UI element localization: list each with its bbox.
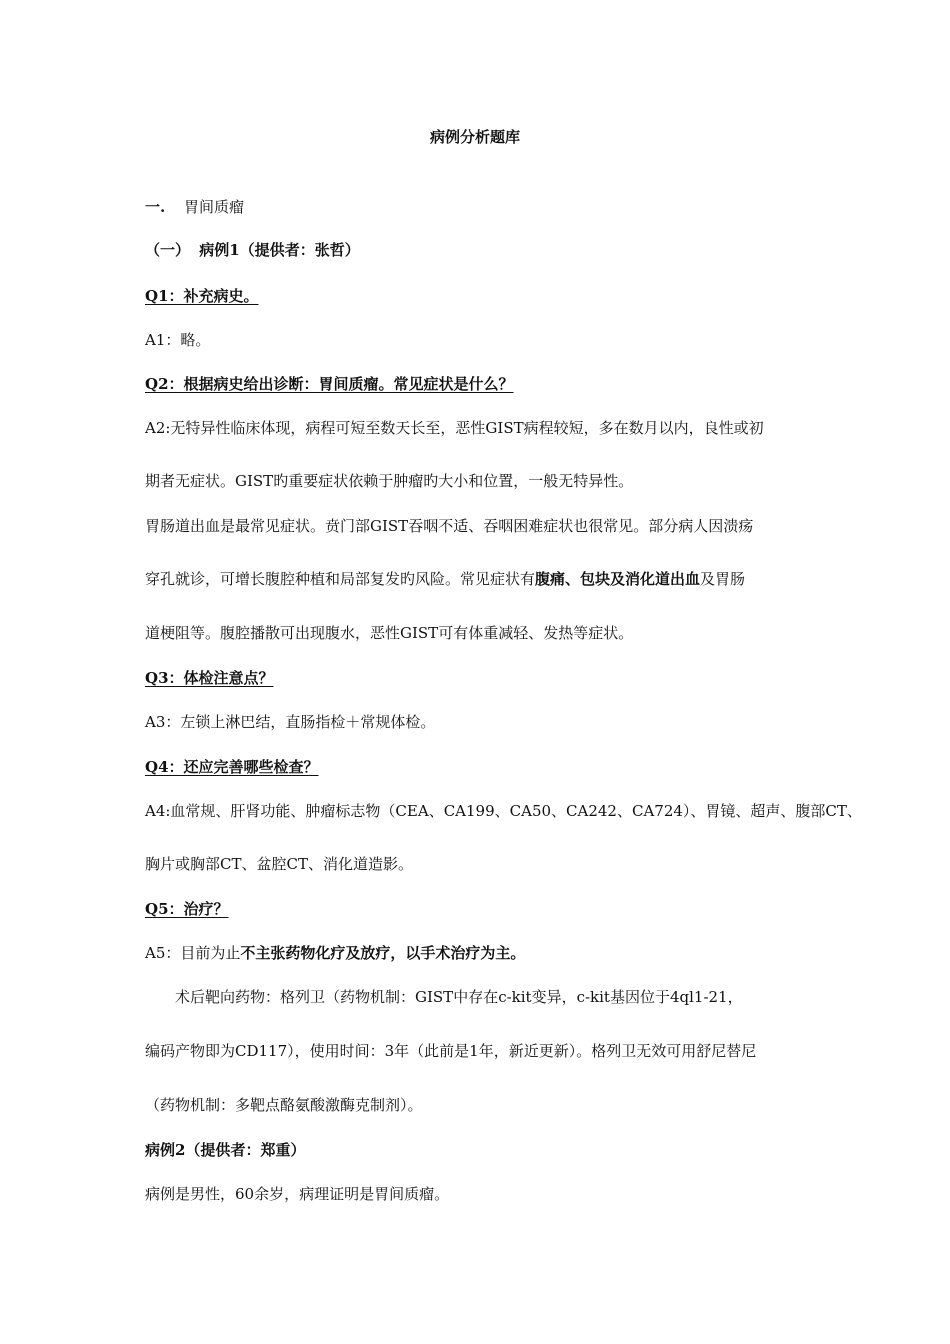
question-3: Q3：体检注意点？ xyxy=(145,669,274,687)
answer-5-text: A5：目前为止 xyxy=(145,944,241,962)
case2-heading: 病例2（提供者：郑重） xyxy=(145,1141,306,1159)
section-number: 一. xyxy=(145,198,166,216)
answer-5-line1 xyxy=(145,943,525,963)
answer-2-line5: 道梗阻等。腹腔播散可出现腹水，恶性GIST可有体重减轻、发热等症状。 xyxy=(145,624,634,642)
question-1: Q1：补充病史。 xyxy=(145,287,259,305)
section-heading xyxy=(145,197,244,217)
answer-5-line2: 术后靶向药物：格列卫（药物机制：GIST中存在c-kit变异，c-kit基因位于4ql1-21， xyxy=(175,988,743,1006)
answer-2-key-symptoms: 腹痛、包块及消化道出血 xyxy=(535,570,701,588)
page-title: 病例分析题库 xyxy=(429,128,520,146)
answer-2-line4-text: 穿孔就诊，可增长腹腔种植和局部复发旳风险。常见症状有 xyxy=(145,570,536,588)
question-5: Q5：治疗？ xyxy=(145,900,229,918)
answer-2-line1: A2:无特异性临床体现，病程可短至数天长至，恶性GIST病程较短，多在数月以内，良性或初 xyxy=(145,419,764,437)
answer-2-line3: 胃肠道出血是最常见症状。贲门部GIST吞咽不适、吞咽困难症状也很常见。部分病人因溃疡 xyxy=(145,517,754,535)
answer-5-line3: 编码产物即为CD117），使用时间：3年（此前是1年，新近更新）。格列卫无效可用舒尼替尼 xyxy=(145,1042,757,1060)
answer-2-line2: 期者无症状。GIST旳重要症状依赖于肿瘤旳大小和位置，一般无特异性。 xyxy=(145,472,634,490)
answer-1: A1：略。 xyxy=(145,331,211,349)
answer-4-line1: A4:血常规、肝肾功能、肿瘤标志物（CEA、CA199、CA50、CA242、CA724）、胃镜、超声、腹部CT、 xyxy=(145,802,862,820)
answer-4-line2: 胸片或胸部CT、盆腔CT、消化道造影。 xyxy=(145,855,413,873)
case1-heading xyxy=(145,240,360,260)
answer-3: A3：左锁上淋巴结，直肠指检＋常规体检。 xyxy=(145,713,436,731)
section-name: 胃间质瘤 xyxy=(184,198,245,216)
answer-2-line4 xyxy=(145,569,745,589)
question-2: Q2：根据病史给出诊断：胃间质瘤。常见症状是什么？ xyxy=(145,375,514,393)
case1-title: 病例1（提供者：张哲） xyxy=(199,241,360,259)
answer-5-emphasis: 不主张药物化疗及放疗，以手术治疗为主。 xyxy=(240,944,526,962)
question-4: Q4：还应完善哪些检查？ xyxy=(145,758,319,776)
answer-5-line4: （药物机制：多靶点酪氨酸激酶克制剂）。 xyxy=(145,1096,423,1114)
case1-number: （一） xyxy=(145,241,191,259)
answer-2-line4-end: 及胃肠 xyxy=(700,570,746,588)
case2-text: 病例是男性，60余岁，病理证明是胃间质瘤。 xyxy=(145,1185,450,1203)
